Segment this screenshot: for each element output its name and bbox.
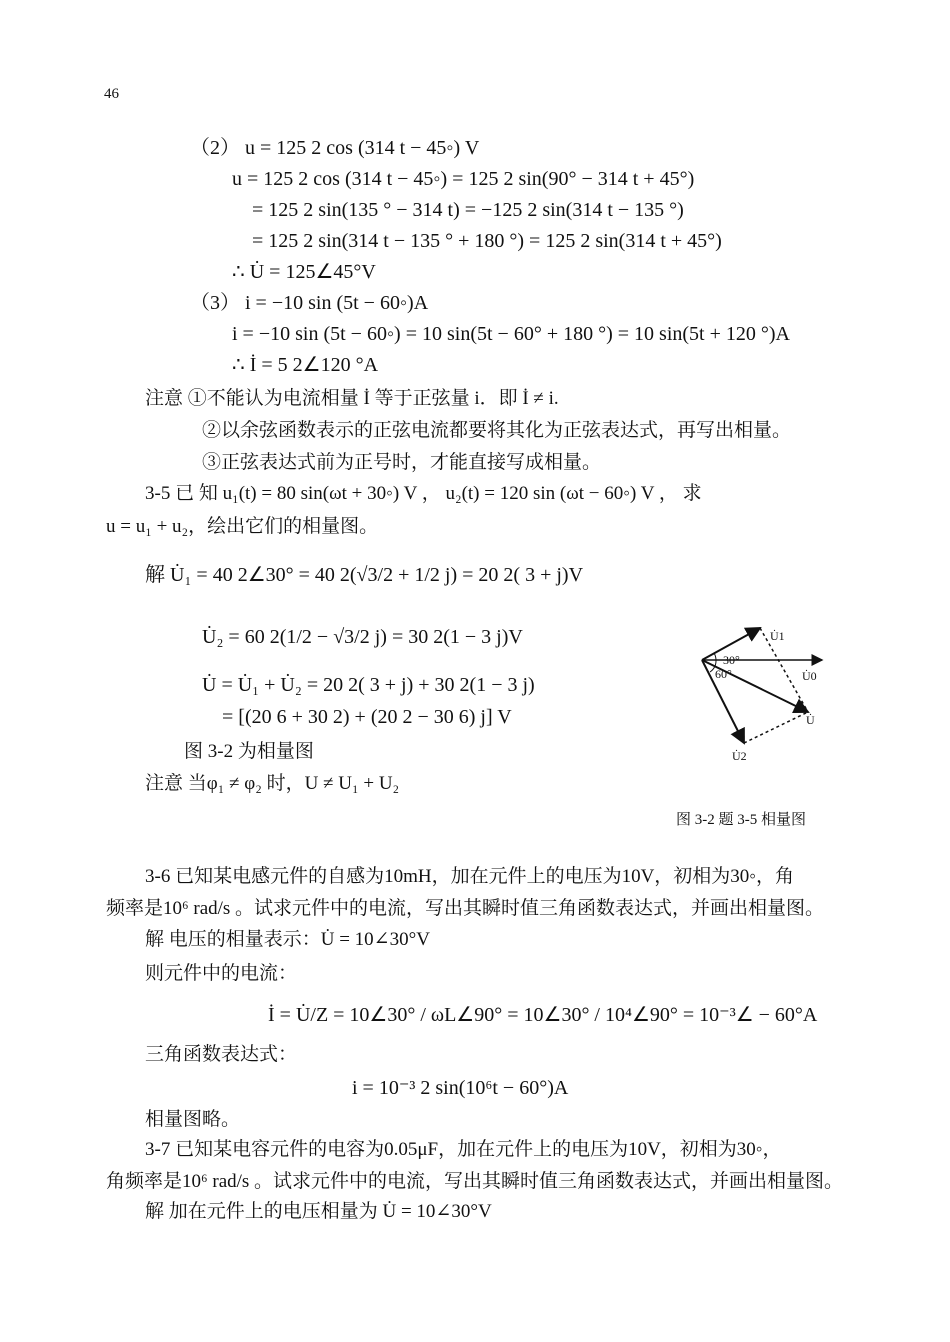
instantaneous-formula: i = 10⁻³ 2 sin(10⁶t − 60°)A: [352, 1077, 569, 1099]
label-u0: U̇0: [802, 669, 817, 683]
equation-line: = 125 2 sin(135 ° − 314 t) = −125 2 sin(314 t − 135 °): [252, 199, 684, 221]
equation-line: ∴ U̇ = 125∠45°V: [232, 261, 376, 283]
label-60: 60°: [715, 667, 732, 681]
equation-line: ∴ İ = 5 2∠120 °A: [232, 354, 379, 376]
solution-line: 解 加在元件上的电压相量为 U̇ = 10∠30°V: [145, 1201, 492, 1222]
solution-line: 三角函数表达式：: [145, 1044, 298, 1065]
figure-caption: 图 3-2 题 3-5 相量图: [676, 812, 806, 828]
problem-3-5-line: u = u₁ + u₂，绘出它们的相量图。: [106, 516, 379, 537]
equation-line: = 125 2 sin(314 t − 135 ° + 180 °) = 125 2 sin(314 t + 45°): [252, 230, 722, 252]
note-line: ②以余弦函数表示的正弦电流都要将其化为正弦表达式，再写出相量。: [202, 420, 792, 441]
label-u1: U̇1: [770, 629, 785, 643]
solution-line: = [(20 6 + 30 2) + (20 2 − 30 6) j] V: [222, 706, 512, 728]
solution-line: 则元件中的电流：: [145, 963, 298, 984]
note-line: 注意 ①不能认为电流相量 İ 等于正弦量 i．即 İ ≠ i.: [145, 388, 559, 409]
solution-line: 解 U̇₁ = 40 2∠30° = 40 2(√3/2 + 1/2 j) = 20 2( 3 + j)V: [145, 564, 584, 586]
dashed-line: [744, 712, 808, 743]
equation-line: （2） u = 125 2 cos (314 t − 45◦) V: [190, 137, 480, 159]
figure-reference: 图 3-2 为相量图: [184, 741, 314, 762]
phasor-diagram: [690, 620, 830, 770]
solution-line: U̇₂ = 60 2(1/2 − √3/2 j) = 30 2(1 − 3 j)V: [202, 626, 523, 648]
label-u2: U̇2: [732, 749, 747, 763]
problem-3-7-line: 角频率是10⁶ rad/s 。试求元件中的电流，写出其瞬时值三角函数表达式，并画出相量图。: [106, 1171, 844, 1192]
solution-line: 相量图略。: [145, 1109, 241, 1130]
problem-3-6-line: 频率是10⁶ rad/s 。试求元件中的电流，写出其瞬时值三角函数表达式，并画出相量图。: [106, 898, 825, 919]
solution-line: 解 电压的相量表示：U̇ = 10∠30°V: [145, 929, 430, 950]
equation-line: （3） i = −10 sin (5t − 60◦)A: [190, 292, 429, 314]
problem-3-5-line: 3-5 已 知 u₁(t) = 80 sin(ωt + 30◦) V ， u₂(t) = 120 sin (ωt − 60◦) V ， 求: [145, 483, 702, 504]
note-line: 注意 当φ₁ ≠ φ₂ 时，U ≠ U₁ + U₂: [145, 773, 400, 794]
equation-line: i = −10 sin (5t − 60◦) = 10 sin(5t − 60° + 180 °) = 10 sin(5t + 120 °)A: [232, 323, 790, 345]
note-line: ③正弦表达式前为正号时，才能直接写成相量。: [202, 452, 602, 473]
current-formula: İ = U̇/Z = 10∠30° / ωL∠90° = 10∠30° / 10⁴∠90° = 10⁻³∠ − 60°A: [268, 1004, 818, 1026]
equation-line: u = 125 2 cos (314 t − 45◦) = 125 2 sin(90° − 314 t + 45°): [232, 168, 695, 190]
label-30: 30°: [723, 653, 740, 667]
problem-3-6-line: 3-6 已知某电感元件的自感为10mH，加在元件上的电压为10V，初相为30◦，角: [145, 866, 795, 887]
solution-line: U̇ = U̇₁ + U̇₂ = 20 2( 3 + j) + 30 2(1 − 3 j): [202, 674, 535, 696]
label-u: U̇: [806, 713, 815, 727]
problem-3-7-line: 3-7 已知某电容元件的电容为0.05μF，加在元件上的电压为10V，初相为30◦，: [145, 1139, 782, 1160]
angle-arc: [714, 653, 716, 660]
page-number: 46: [104, 86, 119, 102]
